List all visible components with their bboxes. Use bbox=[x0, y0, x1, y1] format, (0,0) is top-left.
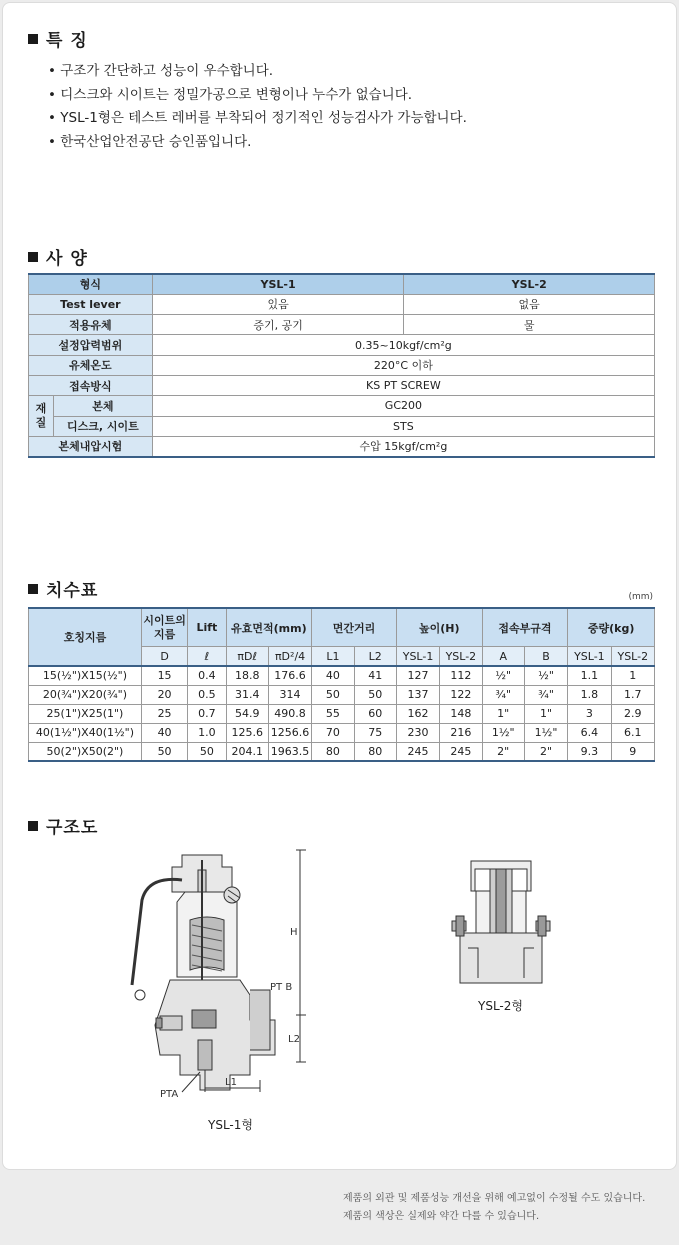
table-cell: 50 bbox=[312, 685, 354, 704]
svg-text:L2: L2 bbox=[288, 1034, 300, 1045]
table-row: 재 질 본체 GC200 bbox=[29, 396, 655, 416]
table-cell: 0.7 bbox=[188, 704, 226, 723]
table-cell: 1963.5 bbox=[268, 742, 311, 761]
table-cell: 1" bbox=[524, 704, 567, 723]
table-cell: ¾" bbox=[524, 685, 567, 704]
table-cell: 6.4 bbox=[568, 723, 611, 742]
features-list bbox=[48, 60, 467, 154]
table-row bbox=[29, 723, 655, 742]
square-bullet-icon bbox=[28, 34, 38, 44]
table-row bbox=[29, 704, 655, 723]
table-cell: 50 bbox=[354, 685, 396, 704]
feature-item: • 구조가 간단하고 성능이 우수합니다. bbox=[48, 60, 467, 84]
nominal-size-cell: 20(¾")X20(¾") bbox=[29, 685, 142, 704]
table-cell: 125.6 bbox=[226, 723, 268, 742]
table-cell: 245 bbox=[440, 742, 482, 761]
table-cell: ¾" bbox=[482, 685, 524, 704]
table-cell: 6.1 bbox=[611, 723, 654, 742]
table-cell: 18.8 bbox=[226, 666, 268, 685]
dimensions-title: 치수표 bbox=[28, 576, 98, 601]
table-row: 디스크, 시이트 STS bbox=[29, 416, 655, 436]
table-cell: ½" bbox=[524, 666, 567, 685]
table-cell: 70 bbox=[312, 723, 354, 742]
seat-diameter-header: 시이트의 지름 bbox=[141, 608, 187, 647]
table-cell: 162 bbox=[396, 704, 439, 723]
table-row bbox=[29, 742, 655, 761]
table-cell: 176.6 bbox=[268, 666, 311, 685]
table-cell: 41 bbox=[354, 666, 396, 685]
table-cell: 50 bbox=[141, 742, 187, 761]
material-label: 재 질 bbox=[29, 396, 54, 437]
table-cell: 15 bbox=[141, 666, 187, 685]
table-cell: 3 bbox=[568, 704, 611, 723]
table-cell: 230 bbox=[396, 723, 439, 742]
table-cell: 1½" bbox=[524, 723, 567, 742]
square-bullet-icon bbox=[28, 821, 38, 831]
table-header-row: 호칭지름 시이트의 지름 Lift 유효면적(mm) 면간거리 높이(H) 접속부규격 중량(kg) bbox=[29, 608, 655, 647]
table-row bbox=[29, 685, 655, 704]
svg-text:PT B: PT B bbox=[270, 982, 293, 993]
table-cell: 80 bbox=[354, 742, 396, 761]
table-row: Test lever 있음 없음 bbox=[29, 294, 655, 314]
table-cell: 148 bbox=[440, 704, 482, 723]
table-cell: 137 bbox=[396, 685, 439, 704]
table-row: 접속방식 KS PT SCREW bbox=[29, 375, 655, 395]
table-row: 유체온도 220°C 이하 bbox=[29, 355, 655, 375]
table-cell: 40 bbox=[312, 666, 354, 685]
table-cell: 0.4 bbox=[188, 666, 226, 685]
spec-table bbox=[28, 273, 655, 458]
features-title: 특 징 bbox=[28, 26, 88, 51]
table-cell: 245 bbox=[396, 742, 439, 761]
table-cell: 122 bbox=[440, 685, 482, 704]
table-cell: 50 bbox=[188, 742, 226, 761]
table-cell: 490.8 bbox=[268, 704, 311, 723]
table-cell: 9.3 bbox=[568, 742, 611, 761]
svg-text:H: H bbox=[290, 927, 298, 938]
square-bullet-icon bbox=[28, 584, 38, 594]
table-cell: 80 bbox=[312, 742, 354, 761]
table-cell: 216 bbox=[440, 723, 482, 742]
table-cell: 1.7 bbox=[611, 685, 654, 704]
ysl2-caption: YSL-2형 bbox=[478, 999, 523, 1013]
table-cell: 1.0 bbox=[188, 723, 226, 742]
table-cell: 314 bbox=[268, 685, 311, 704]
table-cell: 1" bbox=[482, 704, 524, 723]
table-cell: 1.8 bbox=[568, 685, 611, 704]
table-cell: ½" bbox=[482, 666, 524, 685]
table-row: 본체내압시험 수압 15kgf/cm²g bbox=[29, 436, 655, 456]
square-bullet-icon bbox=[28, 252, 38, 262]
table-cell: 2" bbox=[482, 742, 524, 761]
nominal-size-cell: 40(1½")X40(1½") bbox=[29, 723, 142, 742]
table-cell: 127 bbox=[396, 666, 439, 685]
table-cell: 1 bbox=[611, 666, 654, 685]
unit-label: (mm) bbox=[628, 592, 653, 602]
table-row bbox=[29, 666, 655, 685]
table-cell: 75 bbox=[354, 723, 396, 742]
table-cell: 40 bbox=[141, 723, 187, 742]
feature-item: • YSL-1형은 테스트 레버를 부착되어 정기적인 성능검사가 가능합니다. bbox=[48, 107, 467, 131]
table-cell: 31.4 bbox=[226, 685, 268, 704]
structure-title: 구조도 bbox=[28, 813, 98, 838]
table-cell: 20 bbox=[141, 685, 187, 704]
ysl1-caption: YSL-1형 bbox=[208, 1118, 253, 1132]
spec-title: 사 양 bbox=[28, 244, 88, 269]
table-cell: 204.1 bbox=[226, 742, 268, 761]
nominal-size-cell: 50(2")X50(2") bbox=[29, 742, 142, 761]
svg-text:L1: L1 bbox=[225, 1077, 237, 1088]
table-cell: 1½" bbox=[482, 723, 524, 742]
feature-item: • 디스크와 시이트는 정밀가공으로 변형이나 누수가 없습니다. bbox=[48, 84, 467, 108]
table-cell: 2.9 bbox=[611, 704, 654, 723]
table-row: 형식 YSL-1 YSL-2 bbox=[29, 274, 655, 294]
table-cell: 55 bbox=[312, 704, 354, 723]
feature-item: • 한국산업안전공단 승인품입니다. bbox=[48, 131, 467, 155]
dimension-rows bbox=[29, 666, 655, 761]
ysl2-drawing bbox=[446, 853, 556, 993]
nominal-size-cell: 25(1")X25(1") bbox=[29, 704, 142, 723]
table-cell: 54.9 bbox=[226, 704, 268, 723]
table-cell: 60 bbox=[354, 704, 396, 723]
table-row: 적용유체 증기, 공기 물 bbox=[29, 315, 655, 335]
table-cell: 112 bbox=[440, 666, 482, 685]
table-row: 설정압력범위 0.35~10kgf/cm²g bbox=[29, 335, 655, 355]
nominal-size-cell: 15(½")X15(½") bbox=[29, 666, 142, 685]
table-cell: 0.5 bbox=[188, 685, 226, 704]
dimension-table bbox=[28, 607, 655, 762]
table-subheader-row: D ℓ πDℓ πD²/4 L1 L2 YSL-1 YSL-2 A B YSL-1 YSL-2 bbox=[29, 647, 655, 666]
footer-note: 제품의 외관 및 제품성능 개선을 위해 예고없이 수정될 수도 있습니다. 제품의 색상은 실제와 약간 다를 수 있습니다. bbox=[343, 1193, 646, 1222]
svg-text:PTA: PTA bbox=[160, 1089, 179, 1100]
table-cell: 9 bbox=[611, 742, 654, 761]
table-cell: 25 bbox=[141, 704, 187, 723]
ysl1-drawing bbox=[120, 840, 340, 1110]
table-cell: 2" bbox=[524, 742, 567, 761]
table-cell: 1.1 bbox=[568, 666, 611, 685]
table-cell: 1256.6 bbox=[268, 723, 311, 742]
